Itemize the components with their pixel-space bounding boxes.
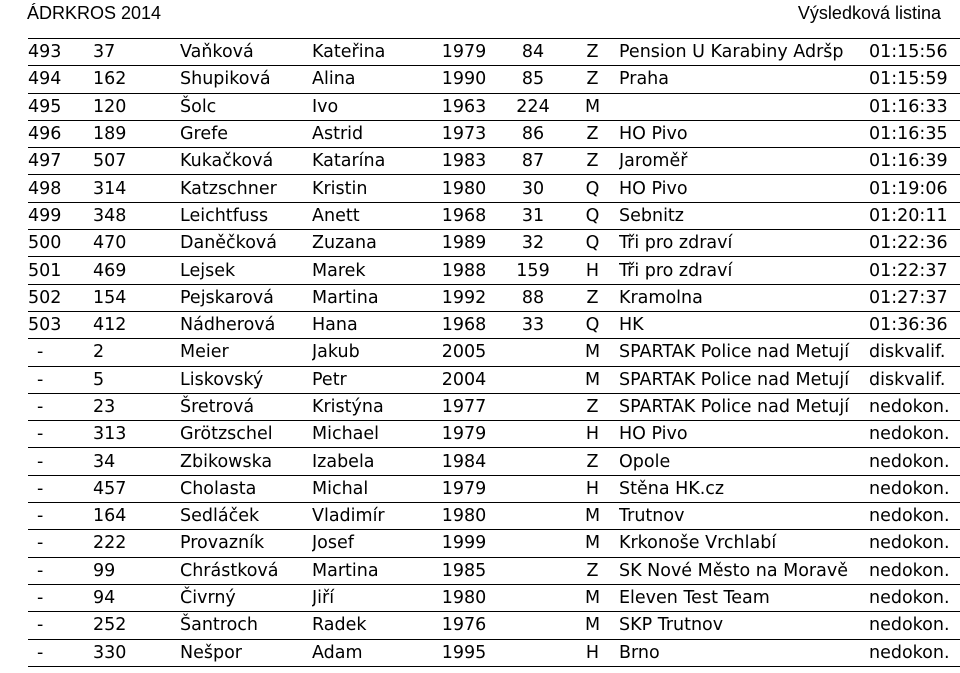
category-rank-cell xyxy=(500,366,566,393)
start-number-cell: 470 xyxy=(82,230,180,257)
category-cell: M xyxy=(566,612,619,639)
surname-cell: Shupiková xyxy=(180,66,312,93)
surname-cell: Cholasta xyxy=(180,475,312,502)
birth-year-cell: 1973 xyxy=(428,120,500,147)
start-number-cell: 348 xyxy=(82,202,180,229)
time-cell: nedokon. xyxy=(869,448,960,475)
club-cell: Sebnitz xyxy=(619,202,869,229)
club-cell: Trutnov xyxy=(619,503,869,530)
first-name-cell: Jiří xyxy=(312,584,428,611)
birth-year-cell: 1985 xyxy=(428,557,500,584)
birth-year-cell: 1976 xyxy=(428,612,500,639)
club-cell: HO Pivo xyxy=(619,421,869,448)
first-name-cell: Petr xyxy=(312,366,428,393)
time-cell: diskvalif. xyxy=(869,366,960,393)
category-rank-cell xyxy=(500,475,566,502)
category-rank-cell: 30 xyxy=(500,175,566,202)
first-name-cell: Vladimír xyxy=(312,503,428,530)
first-name-cell: Michael xyxy=(312,421,428,448)
results-table xyxy=(28,38,960,667)
category-cell: M xyxy=(566,530,619,557)
first-name-cell: Zuzana xyxy=(312,230,428,257)
time-cell: nedokon. xyxy=(869,639,960,666)
surname-cell: Leichtfuss xyxy=(180,202,312,229)
category-cell: Q xyxy=(566,311,619,338)
category-cell: Z xyxy=(566,66,619,93)
birth-year-cell: 1980 xyxy=(428,175,500,202)
time-cell: nedokon. xyxy=(869,557,960,584)
time-cell: nedokon. xyxy=(869,503,960,530)
category-cell: H xyxy=(566,475,619,502)
club-cell: Praha xyxy=(619,66,869,93)
category-rank-cell xyxy=(500,448,566,475)
club-cell: SK Nové Město na Moravě xyxy=(619,557,869,584)
start-number-cell: 314 xyxy=(82,175,180,202)
category-rank-cell xyxy=(500,612,566,639)
table-row xyxy=(28,339,960,366)
start-number-cell: 23 xyxy=(82,393,180,420)
time-cell: 01:20:11 xyxy=(869,202,960,229)
category-rank-cell xyxy=(500,503,566,530)
time-cell: 01:27:37 xyxy=(869,284,960,311)
table-row xyxy=(28,557,960,584)
place-cell: - xyxy=(28,503,82,530)
place-cell: 497 xyxy=(28,148,82,175)
birth-year-cell: 2005 xyxy=(428,339,500,366)
category-rank-cell xyxy=(500,557,566,584)
surname-cell: Šolc xyxy=(180,93,312,120)
surname-cell: Nádherová xyxy=(180,311,312,338)
surname-cell: Meier xyxy=(180,339,312,366)
first-name-cell: Kateřina xyxy=(312,39,428,66)
start-number-cell: 5 xyxy=(82,366,180,393)
birth-year-cell: 1979 xyxy=(428,475,500,502)
start-number-cell: 469 xyxy=(82,257,180,284)
time-cell: nedokon. xyxy=(869,612,960,639)
category-cell: Z xyxy=(566,393,619,420)
place-cell: - xyxy=(28,339,82,366)
start-number-cell: 99 xyxy=(82,557,180,584)
surname-cell: Grötzschel xyxy=(180,421,312,448)
category-rank-cell xyxy=(500,639,566,666)
category-cell: H xyxy=(566,639,619,666)
birth-year-cell: 1995 xyxy=(428,639,500,666)
table-row xyxy=(28,475,960,502)
club-cell: Tři pro zdraví xyxy=(619,257,869,284)
page-header xyxy=(0,0,960,36)
time-cell: 01:22:37 xyxy=(869,257,960,284)
first-name-cell: Anett xyxy=(312,202,428,229)
start-number-cell: 94 xyxy=(82,584,180,611)
table-row xyxy=(28,393,960,420)
start-number-cell: 34 xyxy=(82,448,180,475)
category-rank-cell: 31 xyxy=(500,202,566,229)
first-name-cell: Marek xyxy=(312,257,428,284)
place-cell: - xyxy=(28,448,82,475)
first-name-cell: Kristin xyxy=(312,175,428,202)
category-cell: Z xyxy=(566,284,619,311)
club-cell: HO Pivo xyxy=(619,120,869,147)
first-name-cell: Hana xyxy=(312,311,428,338)
birth-year-cell: 1988 xyxy=(428,257,500,284)
surname-cell: Vaňková xyxy=(180,39,312,66)
birth-year-cell: 2004 xyxy=(428,366,500,393)
start-number-cell: 154 xyxy=(82,284,180,311)
surname-cell: Daněčková xyxy=(180,230,312,257)
table-row xyxy=(28,584,960,611)
time-cell: 01:16:33 xyxy=(869,93,960,120)
time-cell: diskvalif. xyxy=(869,339,960,366)
table-row xyxy=(28,284,960,311)
time-cell: 01:16:35 xyxy=(869,120,960,147)
table-row xyxy=(28,148,960,175)
birth-year-cell: 1963 xyxy=(428,93,500,120)
surname-cell: Sedláček xyxy=(180,503,312,530)
category-cell: M xyxy=(566,93,619,120)
surname-cell: Nešpor xyxy=(180,639,312,666)
club-cell: Stěna HK.cz xyxy=(619,475,869,502)
category-rank-cell: 86 xyxy=(500,120,566,147)
place-cell: 500 xyxy=(28,230,82,257)
category-cell: M xyxy=(566,339,619,366)
birth-year-cell: 1968 xyxy=(428,311,500,338)
birth-year-cell: 1980 xyxy=(428,584,500,611)
surname-cell: Liskovský xyxy=(180,366,312,393)
time-cell: 01:36:36 xyxy=(869,311,960,338)
category-rank-cell: 224 xyxy=(500,93,566,120)
category-cell: Z xyxy=(566,448,619,475)
first-name-cell: Josef xyxy=(312,530,428,557)
first-name-cell: Katarína xyxy=(312,148,428,175)
club-cell: Jaroměř xyxy=(619,148,869,175)
table-row xyxy=(28,230,960,257)
start-number-cell: 120 xyxy=(82,93,180,120)
surname-cell: Pejskarová xyxy=(180,284,312,311)
start-number-cell: 313 xyxy=(82,421,180,448)
time-cell: nedokon. xyxy=(869,475,960,502)
first-name-cell: Ivo xyxy=(312,93,428,120)
club-cell: SKP Trutnov xyxy=(619,612,869,639)
table-row xyxy=(28,503,960,530)
birth-year-cell: 1980 xyxy=(428,503,500,530)
category-cell: Z xyxy=(566,557,619,584)
category-cell: Z xyxy=(566,148,619,175)
club-cell: Opole xyxy=(619,448,869,475)
table-row xyxy=(28,311,960,338)
place-cell: - xyxy=(28,366,82,393)
club-cell: Eleven Test Team xyxy=(619,584,869,611)
category-rank-cell: 159 xyxy=(500,257,566,284)
start-number-cell: 189 xyxy=(82,120,180,147)
club-cell: Kramolna xyxy=(619,284,869,311)
category-cell: Z xyxy=(566,120,619,147)
table-row xyxy=(28,66,960,93)
category-rank-cell: 33 xyxy=(500,311,566,338)
start-number-cell: 330 xyxy=(82,639,180,666)
category-rank-cell xyxy=(500,393,566,420)
place-cell: 499 xyxy=(28,202,82,229)
table-row xyxy=(28,421,960,448)
place-cell: 498 xyxy=(28,175,82,202)
place-cell: 502 xyxy=(28,284,82,311)
surname-cell: Kukačková xyxy=(180,148,312,175)
time-cell: nedokon. xyxy=(869,393,960,420)
start-number-cell: 412 xyxy=(82,311,180,338)
place-cell: - xyxy=(28,612,82,639)
category-rank-cell: 32 xyxy=(500,230,566,257)
time-cell: 01:15:56 xyxy=(869,39,960,66)
start-number-cell: 37 xyxy=(82,39,180,66)
birth-year-cell: 1979 xyxy=(428,39,500,66)
club-cell: Pension U Karabiny Adršp xyxy=(619,39,869,66)
table-row xyxy=(28,39,960,66)
category-cell: Q xyxy=(566,230,619,257)
category-rank-cell xyxy=(500,530,566,557)
table-row xyxy=(28,612,960,639)
category-rank-cell: 88 xyxy=(500,284,566,311)
category-cell: M xyxy=(566,503,619,530)
first-name-cell: Martina xyxy=(312,557,428,584)
surname-cell: Provazník xyxy=(180,530,312,557)
category-cell: Z xyxy=(566,39,619,66)
surname-cell: Čivrný xyxy=(180,584,312,611)
table-row xyxy=(28,175,960,202)
category-cell: Q xyxy=(566,175,619,202)
table-row xyxy=(28,202,960,229)
time-cell: nedokon. xyxy=(869,530,960,557)
category-cell: M xyxy=(566,584,619,611)
place-cell: - xyxy=(28,530,82,557)
club-cell: Brno xyxy=(619,639,869,666)
surname-cell: Chrástková xyxy=(180,557,312,584)
category-rank-cell: 84 xyxy=(500,39,566,66)
first-name-cell: Kristýna xyxy=(312,393,428,420)
birth-year-cell: 1979 xyxy=(428,421,500,448)
start-number-cell: 507 xyxy=(82,148,180,175)
birth-year-cell: 1983 xyxy=(428,148,500,175)
club-cell: Tři pro zdraví xyxy=(619,230,869,257)
birth-year-cell: 1968 xyxy=(428,202,500,229)
table-row xyxy=(28,120,960,147)
table-row xyxy=(28,448,960,475)
place-cell: 494 xyxy=(28,66,82,93)
time-cell: 01:16:39 xyxy=(869,148,960,175)
start-number-cell: 457 xyxy=(82,475,180,502)
place-cell: 501 xyxy=(28,257,82,284)
time-cell: 01:19:06 xyxy=(869,175,960,202)
club-cell: SPARTAK Police nad Metují xyxy=(619,393,869,420)
first-name-cell: Astrid xyxy=(312,120,428,147)
surname-cell: Šantroch xyxy=(180,612,312,639)
club-cell: HK xyxy=(619,311,869,338)
place-cell: - xyxy=(28,393,82,420)
category-rank-cell: 85 xyxy=(500,66,566,93)
event-title: ÁDRKROS 2014 xyxy=(27,3,162,23)
birth-year-cell: 1984 xyxy=(428,448,500,475)
start-number-cell: 252 xyxy=(82,612,180,639)
place-cell: - xyxy=(28,557,82,584)
first-name-cell: Michal xyxy=(312,475,428,502)
place-cell: 495 xyxy=(28,93,82,120)
place-cell: 503 xyxy=(28,311,82,338)
first-name-cell: Radek xyxy=(312,612,428,639)
place-cell: - xyxy=(28,639,82,666)
table-row xyxy=(28,639,960,666)
club-cell: Krkonoše Vrchlabí xyxy=(619,530,869,557)
category-rank-cell xyxy=(500,339,566,366)
surname-cell: Grefe xyxy=(180,120,312,147)
category-cell: H xyxy=(566,257,619,284)
first-name-cell: Jakub xyxy=(312,339,428,366)
time-cell: nedokon. xyxy=(869,584,960,611)
category-rank-cell xyxy=(500,421,566,448)
place-cell: 493 xyxy=(28,39,82,66)
first-name-cell: Alina xyxy=(312,66,428,93)
first-name-cell: Izabela xyxy=(312,448,428,475)
surname-cell: Zbikowska xyxy=(180,448,312,475)
start-number-cell: 2 xyxy=(82,339,180,366)
category-rank-cell: 87 xyxy=(500,148,566,175)
club-cell: HO Pivo xyxy=(619,175,869,202)
category-rank-cell xyxy=(500,584,566,611)
surname-cell: Katzschner xyxy=(180,175,312,202)
table-row xyxy=(28,257,960,284)
birth-year-cell: 1977 xyxy=(428,393,500,420)
birth-year-cell: 1992 xyxy=(428,284,500,311)
table-row xyxy=(28,93,960,120)
birth-year-cell: 1990 xyxy=(428,66,500,93)
club-cell: SPARTAK Police nad Metují xyxy=(619,366,869,393)
start-number-cell: 222 xyxy=(82,530,180,557)
first-name-cell: Adam xyxy=(312,639,428,666)
category-cell: H xyxy=(566,421,619,448)
first-name-cell: Martina xyxy=(312,284,428,311)
category-cell: Q xyxy=(566,202,619,229)
club-cell xyxy=(619,93,869,120)
time-cell: 01:22:36 xyxy=(869,230,960,257)
place-cell: 496 xyxy=(28,120,82,147)
table-row xyxy=(28,366,960,393)
birth-year-cell: 1989 xyxy=(428,230,500,257)
surname-cell: Šretrová xyxy=(180,393,312,420)
table-row xyxy=(28,530,960,557)
time-cell: nedokon. xyxy=(869,421,960,448)
category-cell: M xyxy=(566,366,619,393)
time-cell: 01:15:59 xyxy=(869,66,960,93)
place-cell: - xyxy=(28,475,82,502)
surname-cell: Lejsek xyxy=(180,257,312,284)
birth-year-cell: 1999 xyxy=(428,530,500,557)
start-number-cell: 164 xyxy=(82,503,180,530)
document-title: Výsledková listina xyxy=(797,3,941,23)
place-cell: - xyxy=(28,584,82,611)
place-cell: - xyxy=(28,421,82,448)
club-cell: SPARTAK Police nad Metují xyxy=(619,339,869,366)
start-number-cell: 162 xyxy=(82,66,180,93)
